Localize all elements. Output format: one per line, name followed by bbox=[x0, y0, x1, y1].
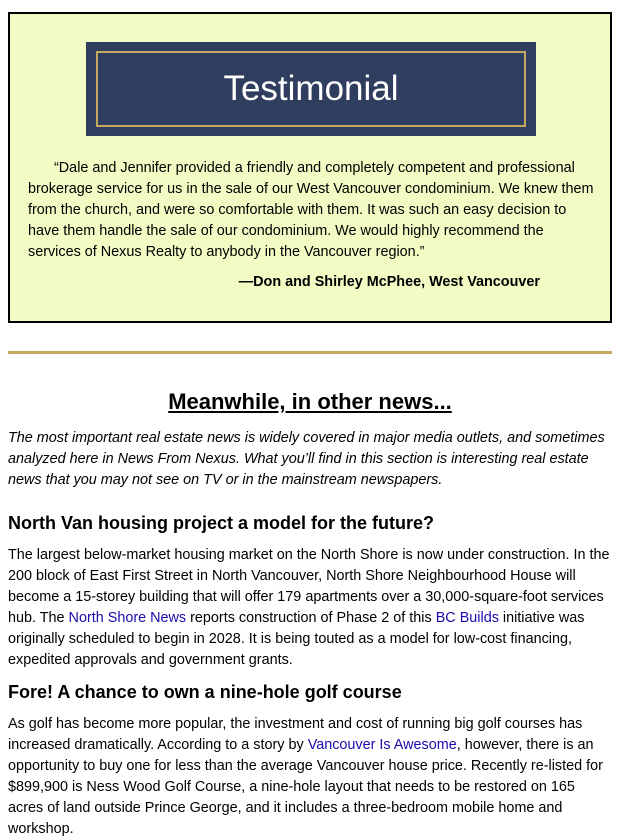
article-text: The largest below-market housing market on the North Shore is now under construction. In the 200 block of East First Street in North Vancouver, North Shore Neighbourhood House will become a 15-storey building that will offer 179 apartments over a 30,000-square-foot services hub. The bbox=[8, 547, 610, 626]
testimonial-quote: “Dale and Jennifer provided a friendly and completely competent and professional brokerage service for us in the sale of our West Vancouver condominium. We knew them from the church, and were so comfortable with them. It was such an easy decision to have them handle the sale of our condominium. We would highly recommend the services of Nexus Realty to anybody in the Vancouver region.” bbox=[28, 160, 594, 260]
testimonial-box bbox=[8, 12, 612, 323]
vancouver-is-awesome-link[interactable]: Vancouver Is Awesome bbox=[307, 737, 457, 753]
article-body-north-van bbox=[8, 545, 612, 671]
bc-builds-link[interactable]: BC Builds bbox=[435, 610, 499, 626]
section-divider bbox=[8, 351, 612, 354]
testimonial-title: Testimonial bbox=[223, 69, 399, 108]
article-text: As golf has become more popular, the investment and cost of running big golf courses has increased dramatically. According to a story by bbox=[8, 716, 583, 753]
article-text: initiative was originally scheduled to begin in 2028. It is being touted as a model for low-cost financing, expedited approvals and government grants. bbox=[8, 610, 585, 668]
news-section-heading: Meanwhile, in other news... bbox=[168, 389, 452, 414]
article-text: reports construction of Phase 2 of this bbox=[186, 610, 436, 626]
article-body-golf-course bbox=[8, 714, 612, 840]
news-intro: The most important real estate news is widely covered in major media outlets, and sometimes analyzed here in News From Nexus. What you’ll find in this section is interesting real estate news that you may not see on TV or in the mainstream newspapers. bbox=[8, 430, 605, 488]
north-shore-news-link[interactable]: North Shore News bbox=[68, 610, 187, 626]
testimonial-title-plate bbox=[86, 42, 536, 136]
article-text: , however, there is an opportunity to buy one for less than the average Vancouver house price. Recently re-listed for $899,900 is Ness Wood Golf Course, a nine-hole layout that needs to be restored on 165 acres of land outside Prince George, and it includes a three-bedroom mobile home and workshop. bbox=[8, 737, 603, 837]
article-title-north-van: North Van housing project a model for the future? bbox=[8, 513, 435, 533]
article-title-golf-course: Fore! A chance to own a nine-hole golf course bbox=[8, 682, 402, 702]
testimonial-title-frame bbox=[96, 51, 526, 127]
testimonial-attribution: —Don and Shirley McPhee, West Vancouver bbox=[238, 274, 540, 290]
